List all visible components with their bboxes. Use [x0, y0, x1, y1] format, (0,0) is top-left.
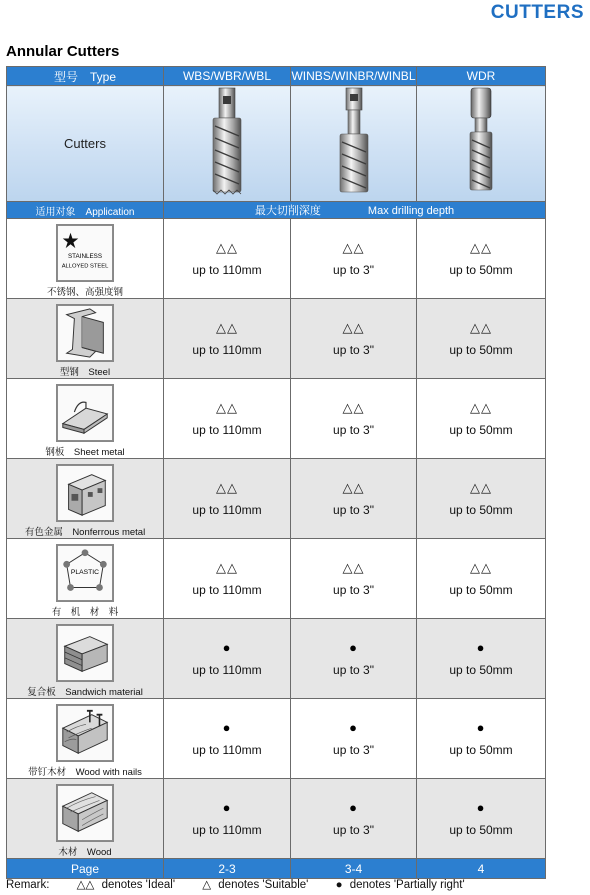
depth-cell — [291, 619, 417, 699]
depth-value: up to 3" — [333, 743, 374, 757]
material-row — [7, 219, 546, 299]
partial-symbol: ● — [222, 800, 232, 815]
ideal-symbol: △△ — [216, 400, 238, 415]
depth-value: up to 110mm — [192, 583, 262, 597]
depth-value: up to 110mm — [192, 663, 262, 677]
cutter-image-wdr — [417, 86, 546, 202]
partial-symbol: ● — [222, 720, 232, 735]
page-row — [7, 859, 546, 879]
material-cell — [7, 699, 164, 779]
legend-ideal-symbol: △△ — [76, 879, 95, 891]
material-row — [7, 699, 546, 779]
depth-cell — [164, 459, 291, 539]
max-depth-header — [164, 202, 546, 219]
legend-suitable-text: denotes 'Suitable' — [218, 879, 309, 891]
cutter-image-wbs — [164, 86, 291, 202]
sandwich-panel-icon — [56, 624, 114, 682]
depth-cell — [164, 779, 291, 859]
depth-cell — [164, 379, 291, 459]
depth-value: up to 50mm — [449, 423, 513, 437]
depth-value: up to 50mm — [449, 263, 513, 277]
material-name: 带钉木材 Wood with nails — [28, 766, 142, 778]
col-header-winbs: WINBS/WINBR/WINBL — [291, 67, 417, 86]
material-cell — [7, 219, 164, 299]
depth-value: up to 110mm — [192, 423, 262, 437]
ideal-symbol: △△ — [342, 400, 365, 415]
depth-cell — [417, 539, 546, 619]
wood-nails-icon — [56, 704, 114, 762]
cutter-winbs-icon — [324, 86, 384, 196]
depth-cell — [164, 219, 291, 299]
type-header: 型号 Type — [7, 67, 164, 86]
aluminum-profile-icon — [56, 464, 114, 522]
material-cell — [7, 779, 164, 859]
depth-value: up to 3" — [333, 263, 374, 277]
material-name: 木材 Wood — [58, 846, 112, 858]
material-row — [7, 539, 546, 619]
ideal-symbol: △△ — [216, 320, 238, 335]
depth-cell — [164, 539, 291, 619]
depth-value: up to 50mm — [449, 583, 513, 597]
depth-cell — [417, 779, 546, 859]
remark-legend — [6, 877, 469, 891]
page-ref-winbs: 3-4 — [291, 859, 417, 879]
page-label: Page — [7, 859, 164, 879]
material-row — [7, 459, 546, 539]
partial-symbol: ● — [349, 720, 358, 735]
legend-ideal-text: denotes 'Ideal' — [101, 879, 176, 891]
depth-cell — [417, 699, 546, 779]
legend-suitable-symbol: △ — [202, 879, 212, 891]
section-title: Annular Cutters — [6, 43, 120, 60]
partial-symbol: ● — [476, 640, 486, 655]
depth-cell — [291, 459, 417, 539]
ideal-symbol: △△ — [470, 320, 492, 335]
application-row — [7, 202, 546, 219]
stainless-steel-icon — [56, 224, 114, 282]
depth-value: up to 50mm — [449, 823, 513, 837]
depth-value: up to 110mm — [192, 343, 262, 357]
depth-cell — [164, 699, 291, 779]
legend-partial-text: denotes 'Partially right' — [349, 879, 465, 891]
ideal-symbol: △△ — [470, 480, 492, 495]
depth-value: up to 50mm — [449, 663, 513, 677]
depth-cell — [164, 299, 291, 379]
depth-value: up to 110mm — [192, 263, 262, 277]
page-ref-wdr: 4 — [417, 859, 546, 879]
material-cell — [7, 459, 164, 539]
depth-cell — [417, 379, 546, 459]
depth-value: up to 3" — [333, 663, 374, 677]
material-row — [7, 379, 546, 459]
ideal-symbol: △△ — [342, 320, 365, 335]
depth-value: up to 3" — [333, 823, 374, 837]
depth-cell — [291, 219, 417, 299]
page-ref-wbs: 2-3 — [164, 859, 291, 879]
material-name: 有 机 材 料 — [51, 606, 119, 618]
ideal-symbol: △△ — [470, 400, 492, 415]
material-name: 钢板 Sheet metal — [45, 446, 125, 458]
material-name: 不锈钢、高强度钢 — [46, 286, 123, 298]
application-label: 适用对象 Application — [7, 202, 164, 219]
material-cell — [7, 619, 164, 699]
header-row — [7, 67, 546, 86]
col-header-wdr: WDR — [417, 67, 546, 86]
steel-beam-icon — [56, 304, 114, 362]
brand-title: CUTTERS — [490, 2, 584, 23]
cutter-image-winbs — [291, 86, 417, 202]
plastic-icon — [56, 544, 114, 602]
depth-value: up to 3" — [333, 583, 374, 597]
depth-cell — [291, 539, 417, 619]
depth-value: up to 110mm — [192, 503, 262, 517]
material-name: 有色金属 Nonferrous metal — [24, 526, 146, 538]
depth-cell — [164, 619, 291, 699]
depth-cell — [417, 299, 546, 379]
wood-icon — [56, 784, 114, 842]
ideal-symbol: △△ — [216, 560, 238, 575]
cutter-wbs-icon — [197, 86, 257, 196]
partial-symbol: ● — [349, 800, 358, 815]
depth-cell — [417, 219, 546, 299]
material-cell — [7, 539, 164, 619]
material-row — [7, 779, 546, 859]
max-depth-en: Max drilling depth — [367, 205, 455, 217]
material-cell — [7, 379, 164, 459]
ideal-symbol: △△ — [470, 240, 492, 255]
depth-value: up to 3" — [333, 343, 374, 357]
partial-symbol: ● — [476, 800, 486, 815]
cutter-wdr-icon — [451, 86, 511, 196]
depth-cell — [291, 379, 417, 459]
depth-value: up to 3" — [333, 503, 374, 517]
cutters-label: Cutters — [7, 86, 164, 202]
depth-cell — [417, 619, 546, 699]
material-name: 型钢 Steel — [59, 366, 111, 378]
partial-symbol: ● — [349, 640, 358, 655]
depth-cell — [291, 699, 417, 779]
partial-symbol: ● — [476, 720, 486, 735]
material-name: 复合板 Sandwich material — [27, 686, 143, 698]
depth-value: up to 50mm — [449, 743, 513, 757]
depth-cell — [417, 459, 546, 539]
cutters-row — [7, 86, 546, 202]
legend-partial-symbol: ● — [335, 879, 343, 891]
ideal-symbol: △△ — [342, 480, 365, 495]
ideal-symbol: △△ — [342, 560, 365, 575]
ideal-symbol: △△ — [216, 240, 238, 255]
material-row — [7, 619, 546, 699]
ideal-symbol: △△ — [216, 480, 238, 495]
plastic-text: PLASTIC — [70, 568, 100, 576]
depth-value: up to 110mm — [192, 823, 262, 837]
stainless-text-1: STAINLESS — [67, 252, 103, 260]
remark-label: Remark: — [6, 879, 50, 891]
max-depth-cn: 最大切削深度 — [254, 205, 321, 217]
material-row — [7, 299, 546, 379]
depth-cell — [291, 779, 417, 859]
partial-symbol: ● — [222, 640, 232, 655]
col-header-wbs: WBS/WBR/WBL — [164, 67, 291, 86]
ideal-symbol: △△ — [342, 240, 365, 255]
depth-value: up to 50mm — [449, 503, 513, 517]
stainless-text-2: ALLOYED STEEL — [61, 262, 109, 269]
depth-value: up to 50mm — [449, 343, 513, 357]
cutter-application-table — [6, 66, 546, 879]
depth-value: up to 110mm — [192, 743, 262, 757]
depth-cell — [291, 299, 417, 379]
material-cell — [7, 299, 164, 379]
depth-value: up to 3" — [333, 423, 374, 437]
sheet-metal-icon — [56, 384, 114, 442]
ideal-symbol: △△ — [470, 560, 492, 575]
